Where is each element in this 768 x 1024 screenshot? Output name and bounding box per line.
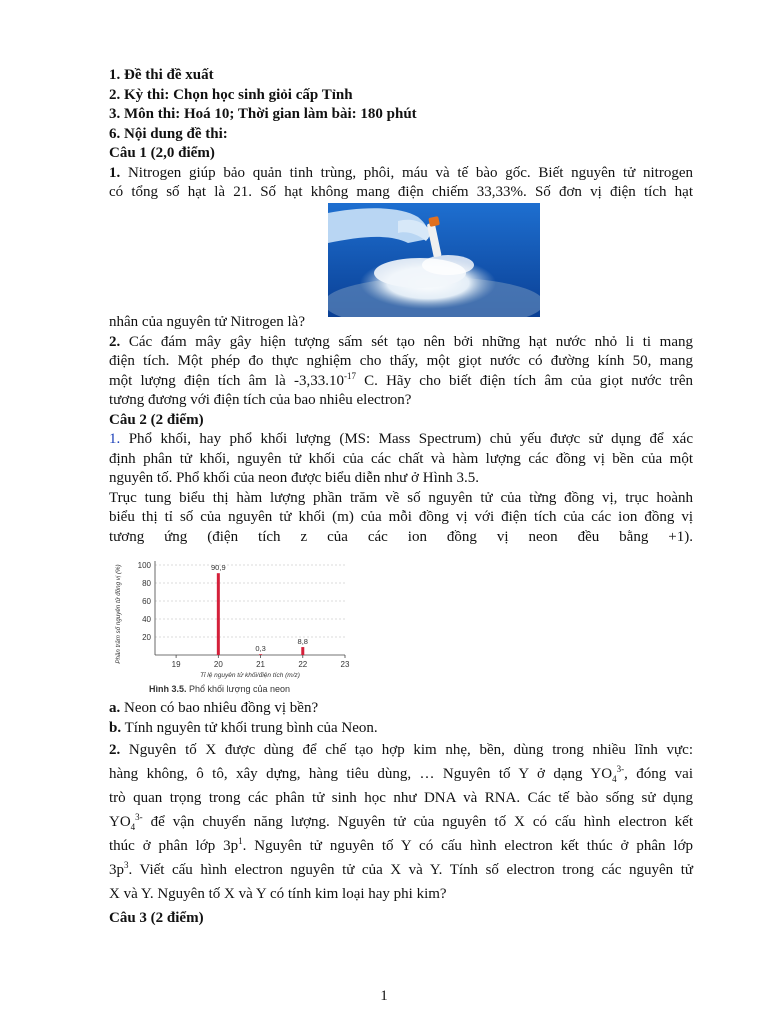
question-2-title: Câu 2 (2 điểm) xyxy=(109,411,204,428)
q2-p1-number: 1. xyxy=(109,431,121,447)
q1-p2-text-c1: một lượng điện tích âm là -3,33.10 xyxy=(109,372,344,389)
x-axis-label: Tỉ lệ nguyên tử khối/điện tích (m/z) xyxy=(200,672,300,679)
x-tick-label: 20 xyxy=(213,660,223,669)
y-tick-label: 20 xyxy=(142,633,151,642)
x-tick-label: 23 xyxy=(340,660,350,669)
q2-p2-number: 2. xyxy=(109,742,121,758)
q2-p1-line-e: biểu thị tỉ số của nguyên tử khối (m) của mỗi đồng vị với điện tích của các ion đồng vị xyxy=(109,509,693,525)
question-1-title: Câu 1 (2,0 điểm) xyxy=(109,145,215,161)
y-tick-label: 80 xyxy=(142,579,151,588)
q1-p2-text-a: Các đám mây gây hiện tượng sấm sét tạo nên bởi những hạt nước nhỏ li ti mang xyxy=(120,333,693,350)
figure-caption-text: Phổ khối lượng của neon xyxy=(186,684,291,694)
figure-caption-label: Hình 3.5. xyxy=(149,684,187,694)
y-tick-label: 40 xyxy=(142,615,151,624)
q1-p2-text-c2: C. Hãy cho biết điện tích âm của giọt nước trên xyxy=(356,372,693,389)
bar-data-label: 8,8 xyxy=(297,637,308,647)
q2-p2-subscript-b: 4 xyxy=(612,774,617,784)
q2-p2-text-f1: 3p xyxy=(109,862,124,878)
q1-p2-line-c xyxy=(109,372,693,392)
q2-p2-line-c: trò quan trọng trong các phân tử sinh học như DNA và RNA. Các tế bào sống sử dụng xyxy=(109,790,693,806)
x-tick-label: 22 xyxy=(298,660,308,669)
q1-p1-line-b: có tổng số hạt là 21. Số hạt không mang điện chiếm 33,33%. Số đơn vị điện tích hạt xyxy=(109,184,693,200)
q2-p2-subscript-d: 4 xyxy=(130,822,136,832)
q1-p1-number: 1. xyxy=(109,164,121,181)
q2-p2-line-a xyxy=(109,738,693,762)
q2-p2-line-b xyxy=(109,762,693,786)
q1-p2-line-b: điện tích. Một phép đo thực nghiệm cho thấy, một giọt nước có đường kính 50, mang xyxy=(109,353,693,369)
header-line-1: 1. Đề thi đề xuất xyxy=(109,67,214,83)
q2-b-line xyxy=(109,719,693,739)
q1-p2-line-d: tương đương với điện tích của bao nhiêu electron? xyxy=(109,392,412,408)
x-tick-label: 19 xyxy=(171,660,181,669)
q1-image-row xyxy=(109,203,693,333)
mass-spectrum-figure xyxy=(109,551,693,699)
q2-p1-text-a: Phổ khối, hay phổ khối lượng (MS: Mass Spectrum) chủ yếu được sử dụng để xác xyxy=(120,431,693,447)
q2-p2-text-b2: , đóng vai xyxy=(624,766,694,782)
q2-p2-text-b1: hàng không, ô tô, xây dựng, hàng tiêu dùng, … Nguyên tố Y ở dạng YO xyxy=(109,766,613,782)
header-line-4: 6. Nội dung đề thi: xyxy=(109,125,228,142)
q2-a-label: a. xyxy=(109,700,121,716)
document-page xyxy=(109,66,693,929)
page-number: 1 xyxy=(380,988,388,1004)
q1-p1-line-a xyxy=(109,164,693,184)
y-tick-label: 60 xyxy=(142,597,151,606)
header-line-3: 3. Môn thi: Hoá 10; Thời gian làm bài: 180 phút xyxy=(109,106,417,122)
question-3-title: Câu 3 (2 điểm) xyxy=(109,910,204,926)
x-tick-label: 21 xyxy=(256,660,266,669)
q2-p2-superscript-b: 3- xyxy=(616,764,625,774)
q2-p2-superscript-d: 3- xyxy=(135,812,143,822)
q2-part-2 xyxy=(109,738,693,906)
nitrogen-photo xyxy=(328,203,540,317)
q1-p2-number: 2. xyxy=(109,333,121,350)
q1-p2-exponent: -17 xyxy=(344,370,356,381)
y-tick-label: 100 xyxy=(137,561,151,570)
q2-p2-text-e2: . Nguyên tử nguyên tố Y có cấu hình electron kết thúc ở phân lớp xyxy=(242,838,694,854)
q2-p2-text-d1: YO xyxy=(109,814,131,830)
bar xyxy=(259,654,262,655)
q2-a-line xyxy=(109,699,693,719)
q2-b-label: b. xyxy=(109,719,122,736)
q2-b-text: Tính nguyên tử khối trung bình của Neon. xyxy=(121,719,378,736)
q2-p1-line-f: tương ứng (điện tích z của các ion đồng vị neon đều bằng +1). xyxy=(109,528,693,545)
bar-data-label: 0,3 xyxy=(255,644,266,654)
q2-p2-superscript-e: 1 xyxy=(238,836,243,846)
q2-p2-line-g: X và Y. Nguyên tố X và Y có tính kim loại hay phi kim? xyxy=(109,886,447,902)
y-axis-label: Phần trăm số nguyên tử đồng vị (%) xyxy=(115,564,122,664)
q2-p2-text-e1: thúc ở phân lớp 3p xyxy=(109,838,239,854)
q2-p2-line-d xyxy=(109,810,693,834)
q2-p2-text-d2: để vận chuyển năng lượng. Nguyên tử của nguyên tố X có cấu hình electron kết xyxy=(142,814,693,830)
q2-p2-text-f2: . Viết cấu hình electron nguyên tử của X và Y. Tính số electron trong các nguyên tử xyxy=(128,862,693,878)
q2-p2-line-e xyxy=(109,834,693,858)
q1-p1-text-a: Nitrogen giúp bảo quản tinh trùng, phôi, máu và tế bào gốc. Biết nguyên tử nitrogen xyxy=(120,164,693,181)
q2-p1-line-c: nguyên tố. Phổ khối của neon được biểu diễn như ở Hình 3.5. xyxy=(109,470,479,486)
q1-p2-line-a xyxy=(109,333,693,353)
q2-p2-line-f xyxy=(109,858,693,882)
q1-p1-line-c: nhân của nguyên tử Nitrogen là? xyxy=(109,314,305,330)
q2-p1-line-b: định phân tử khối, nguyên tử khối của các chất và hàm lượng các đồng vị bền của một xyxy=(109,450,693,467)
header-line-2: 2. Kỳ thi: Chọn học sinh giỏi cấp Tỉnh xyxy=(109,86,353,103)
q2-p2-text-a: Nguyên tố X được dùng để chế tạo hợp kim nhẹ, bền, dùng trong nhiều lĩnh vực: xyxy=(120,742,693,758)
bar xyxy=(301,647,304,655)
q2-a-text: Neon có bao nhiêu đồng vị bền? xyxy=(120,700,319,716)
q2-p1-line-a xyxy=(109,430,693,450)
bar-data-label: 90,9 xyxy=(211,563,226,573)
q2-p2-superscript-f: 3 xyxy=(124,860,129,870)
mass-spectrum-chart xyxy=(109,551,369,699)
figure-caption xyxy=(149,684,290,694)
bar xyxy=(217,573,220,655)
q2-p1-line-d: Trục tung biểu thị hàm lượng phần trăm về số nguyên tử của từng đồng vị, trục hoành xyxy=(109,489,693,506)
